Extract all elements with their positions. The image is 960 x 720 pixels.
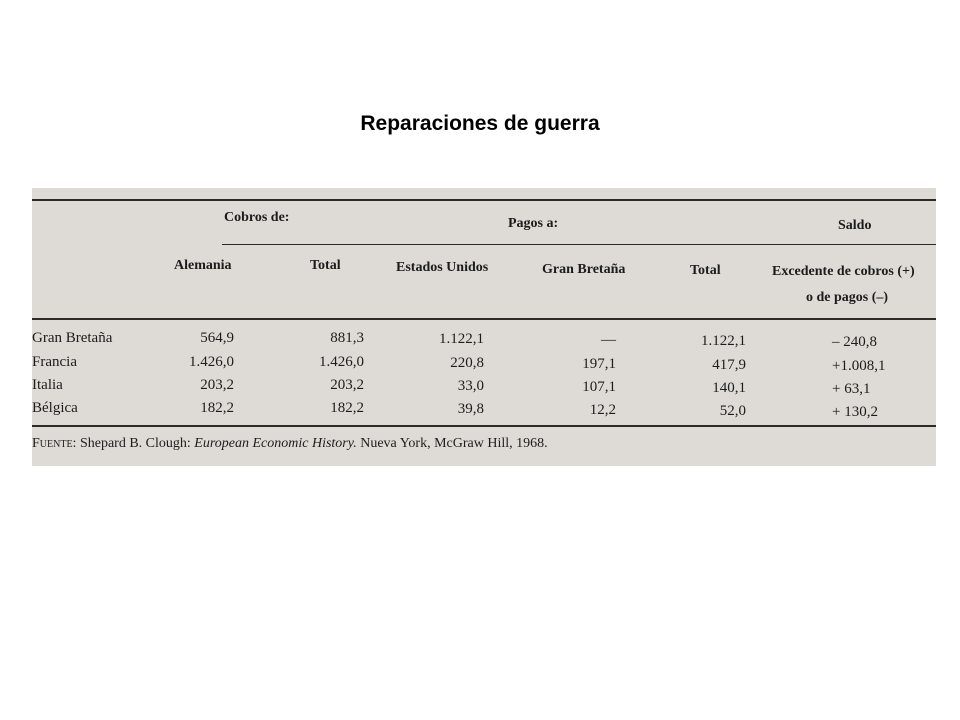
col-gran-bretana: Gran Bretaña xyxy=(542,262,626,277)
col-excedente-2: o de pagos (–) xyxy=(806,290,889,305)
header-cobros: Cobros de: xyxy=(224,210,290,225)
row-estados-unidos: 33,0 xyxy=(457,378,484,394)
row-country: Bélgica xyxy=(32,400,78,416)
row-total-pagos: 140,1 xyxy=(712,380,746,396)
source-label: Fuente: xyxy=(32,436,77,451)
bottom-rule xyxy=(32,425,936,427)
row-saldo: – 240,8 xyxy=(832,334,877,350)
col-alemania: Alemania xyxy=(174,258,232,273)
row-total-pagos: 52,0 xyxy=(719,403,746,419)
header-rule xyxy=(32,318,936,320)
row-saldo: + 130,2 xyxy=(832,404,878,420)
group-header-rule xyxy=(222,244,936,245)
row-saldo: + 63,1 xyxy=(832,381,871,397)
row-total-cobros: 1.426,0 xyxy=(319,354,364,370)
col-excedente-1: Excedente de cobros (+) xyxy=(772,264,915,279)
row-country: Francia xyxy=(32,354,77,370)
row-country: Italia xyxy=(32,377,63,393)
col-total-cobros: Total xyxy=(310,258,341,273)
row-total-pagos: 1.122,1 xyxy=(701,333,746,349)
row-gran-bretana: 12,2 xyxy=(589,402,616,418)
source-book: European Economic History. xyxy=(194,436,357,451)
row-alemania: 1.426,0 xyxy=(189,354,234,370)
row-gran-bretana: — xyxy=(601,332,616,348)
source-publisher: Nueva York, McGraw Hill, 1968. xyxy=(360,436,548,451)
row-country: Gran Bretaña xyxy=(32,330,113,346)
row-estados-unidos: 220,8 xyxy=(450,355,484,371)
top-rule xyxy=(32,199,936,201)
row-total-pagos: 417,9 xyxy=(712,357,746,373)
row-alemania: 182,2 xyxy=(200,400,234,416)
scanned-table-image xyxy=(32,188,936,466)
row-saldo: +1.008,1 xyxy=(832,358,886,374)
row-total-cobros: 182,2 xyxy=(330,400,364,416)
col-total-pagos: Total xyxy=(690,263,721,278)
row-gran-bretana: 197,1 xyxy=(582,356,616,372)
source-author: Shepard B. Clough: xyxy=(79,436,191,451)
row-total-cobros: 881,3 xyxy=(330,330,364,346)
row-alemania: 564,9 xyxy=(200,330,234,346)
header-saldo: Saldo xyxy=(838,218,872,233)
row-estados-unidos: 39,8 xyxy=(457,401,484,417)
row-alemania: 203,2 xyxy=(200,377,234,393)
header-pagos: Pagos a: xyxy=(508,216,559,231)
col-estados-unidos: Estados Unidos xyxy=(396,260,489,275)
row-gran-bretana: 107,1 xyxy=(582,379,616,395)
row-total-cobros: 203,2 xyxy=(330,377,364,393)
source-note xyxy=(32,436,548,452)
slide-title: Reparaciones de guerra xyxy=(360,112,600,135)
row-estados-unidos: 1.122,1 xyxy=(439,331,484,347)
